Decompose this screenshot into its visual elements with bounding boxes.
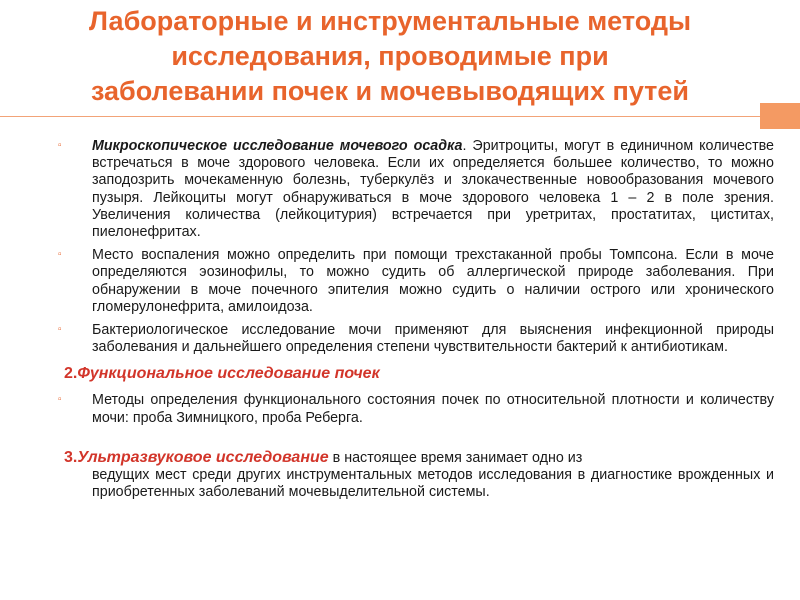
slide-content	[58, 138, 774, 501]
title-line: заболевании почек и мочевыводящих путей	[90, 76, 690, 106]
bullet-lead: Микроскопическое исследование мочевого осадка	[92, 138, 463, 154]
bullet-text: . Эритроциты, могут в единичном количестве встречаться в моче здорового человека. Если их определяется большее количество, то можно заподозрить мочекаменную болезнь, туберкулёз и злокачественные новообразования мочевого пузыря. Лейкоциты могут обнаруживаться в моче здорового человека 1 – 2 в поле зрения. Увеличения количества (лейкоцитурия) встречается при уретритах, простатитах, циститах, пиелонефритах.	[92, 138, 775, 241]
square-bullet-icon: ▫	[58, 249, 62, 261]
bullet-item	[58, 138, 774, 241]
bullet-text: Методы определения функционального состояния почек по относительной плотности и количеству мочи: проба Зимницкого, проба Реберга.	[92, 392, 774, 426]
square-bullet-icon: ▫	[58, 140, 62, 151]
slide-title	[20, 4, 760, 109]
accent-bar	[760, 103, 800, 129]
section-heading-ultrasound	[64, 449, 329, 466]
section-title: Функциональное исследование почек	[77, 365, 380, 383]
title-line: Лабораторные и инструментальные методы	[88, 6, 692, 36]
square-bullet-icon: ▫	[58, 394, 62, 406]
section-number: 2.	[64, 365, 78, 383]
bullet-text: Бактериологическое исследование мочи применяют для выяснения инфекционной природы заболевания и дальнейшего определения степени чувствительности бактерий к антибиотикам.	[92, 322, 774, 356]
section-number: 3.	[64, 448, 78, 466]
divider-line	[0, 116, 760, 117]
section-text: в настоящее время занимает одно из	[328, 449, 583, 466]
title-line: исследования, проводимые при	[171, 41, 609, 71]
bullet-text: Место воспаления можно определить при помощи трехстаканной пробы Томпсона. Если в моче определяются эозинофилы, то можно судить об аллергической природе заболевания. При обнаружении в моче почечного эпителия можно судить о наличии острого или хронического гломерулонефрита, амилоидоза.	[92, 247, 774, 315]
bullet-item	[58, 247, 774, 316]
section-ultrasound	[64, 449, 774, 502]
square-bullet-icon: ▫	[58, 324, 62, 336]
section-title: Ультразвуковое исследование	[77, 448, 329, 466]
bullet-item	[58, 322, 774, 356]
section-text-continued: ведущих мест среди других инструментальных методов исследования в диагностике врожденных и приобретенных заболеваний мочевыделительной системы.	[92, 467, 774, 501]
bullet-item	[58, 392, 774, 426]
section-heading-functional	[64, 364, 774, 384]
